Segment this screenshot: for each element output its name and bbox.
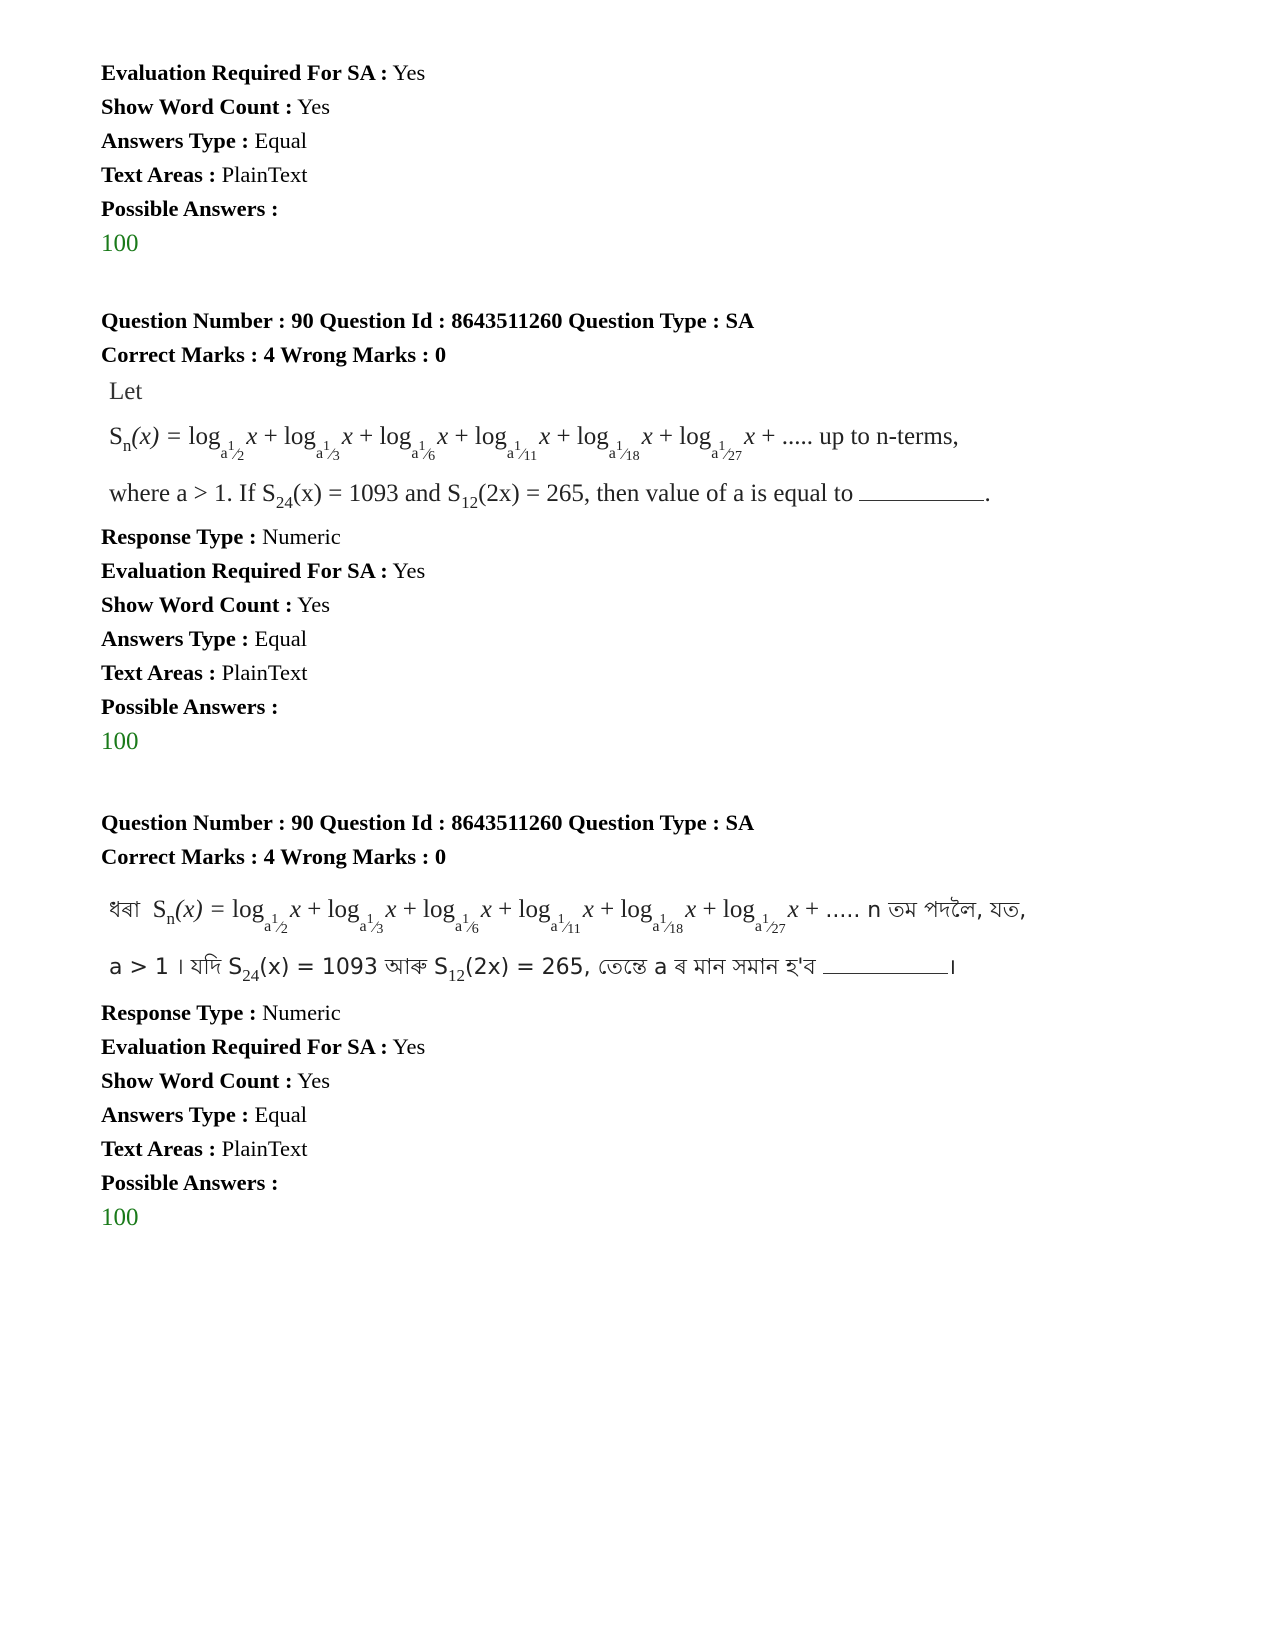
possible-answer: 100 (101, 230, 139, 257)
possible-answer: 100 (101, 1204, 139, 1231)
meta-row: Show Word Count : Yes (101, 592, 331, 617)
log-term: loga1⁄18x + (620, 896, 723, 937)
question-header: Question Number : 90 Question Id : 8643511260 Question Type : SA (101, 810, 755, 835)
meta-row: Answers Type : Equal (101, 626, 308, 651)
log-term: loga1⁄6x + (379, 423, 475, 464)
question-text (101, 372, 1191, 520)
meta-row: Answers Type : Equal (101, 128, 308, 153)
log-base: a1⁄18 (652, 912, 684, 937)
meta-row: Show Word Count : Yes (101, 94, 331, 119)
log-base: a1⁄18 (608, 439, 640, 464)
meta-row: Text Areas : PlainText (101, 660, 308, 685)
log-term: loga1⁄3x + (283, 423, 380, 464)
meta-row: Text Areas : PlainText (101, 1136, 308, 1161)
question-marks: Correct Marks : 4 Wrong Marks : 0 (101, 844, 447, 869)
log-term: loga1⁄2x + (232, 896, 328, 937)
log-base: a1⁄2 (220, 439, 245, 464)
meta-row: Possible Answers : (101, 694, 279, 719)
question-text (101, 884, 1191, 996)
log-base: a1⁄27 (711, 439, 743, 464)
answer-blank (859, 482, 984, 501)
log-base: a1⁄27 (754, 912, 786, 937)
question-header: Question Number : 90 Question Id : 8643511260 Question Type : SA (101, 308, 755, 333)
log-base: a1⁄3 (315, 439, 340, 464)
condition-line: a > 1 । যদি $S_{24}(x) = 1093$ আৰু $S_{12}(2x) = 265$, তেন্তে a ৰ মান সমান হ'ব । (109, 955, 957, 985)
log-term: loga1⁄27x + (679, 423, 782, 464)
log-base: a1⁄2 (264, 912, 288, 937)
meta-row: Text Areas : PlainText (101, 162, 308, 187)
let-word: Let (109, 378, 143, 405)
top-meta-block (101, 56, 1191, 264)
meta-row: Response Type : Numeric (101, 524, 341, 549)
log-base: a1⁄11 (550, 912, 581, 937)
log-term: loga1⁄2x + (188, 423, 284, 464)
question-assamese (101, 806, 1191, 1238)
log-term: loga1⁄11x + (518, 896, 621, 937)
question-english (101, 304, 1191, 762)
meta-row: Possible Answers : (101, 196, 279, 221)
series-expression: $S_n(x)$ = loga1⁄2x + loga1⁄3x + loga1⁄6x + loga1⁄11x + loga1⁄18x + loga1⁄27x + ..... up to n-terms, (109, 423, 959, 464)
meta-row: Evaluation Required For SA : Yes (101, 60, 426, 85)
meta-row: Evaluation Required For SA : Yes (101, 1034, 426, 1059)
possible-answer: 100 (101, 728, 139, 755)
log-term: loga1⁄11x + (474, 423, 577, 464)
meta-row: Response Type : Numeric (101, 1000, 341, 1025)
meta-row: Evaluation Required For SA : Yes (101, 558, 426, 583)
condition-line: where a > 1. If $S_{24}(x) = 1093$ and $S_{12}(2x) = 265$, then value of a is equal to . (109, 480, 991, 512)
log-term: loga1⁄18x + (576, 423, 680, 464)
meta-row: Answers Type : Equal (101, 1102, 308, 1127)
meta-row: Possible Answers : (101, 1170, 279, 1195)
answer-blank (823, 955, 948, 974)
log-base: a1⁄3 (359, 912, 384, 937)
log-term: loga1⁄27x + (722, 896, 826, 937)
log-base: a1⁄11 (506, 439, 538, 464)
meta-row: Show Word Count : Yes (101, 1068, 331, 1093)
question-marks: Correct Marks : 4 Wrong Marks : 0 (101, 342, 447, 367)
log-term: loga1⁄6x + (423, 896, 519, 937)
log-base: a1⁄6 (411, 439, 436, 464)
log-term: loga1⁄3x + (327, 896, 424, 937)
document-page (101, 56, 1191, 1238)
series-expression: ধৰা $S_n(x)$ = loga1⁄2x + loga1⁄3x + loga1⁄6x + loga1⁄11x + loga1⁄18x + loga1⁄27x + ..... n তম পদলৈ, যত, (109, 896, 1027, 937)
log-base: a1⁄6 (455, 912, 479, 937)
